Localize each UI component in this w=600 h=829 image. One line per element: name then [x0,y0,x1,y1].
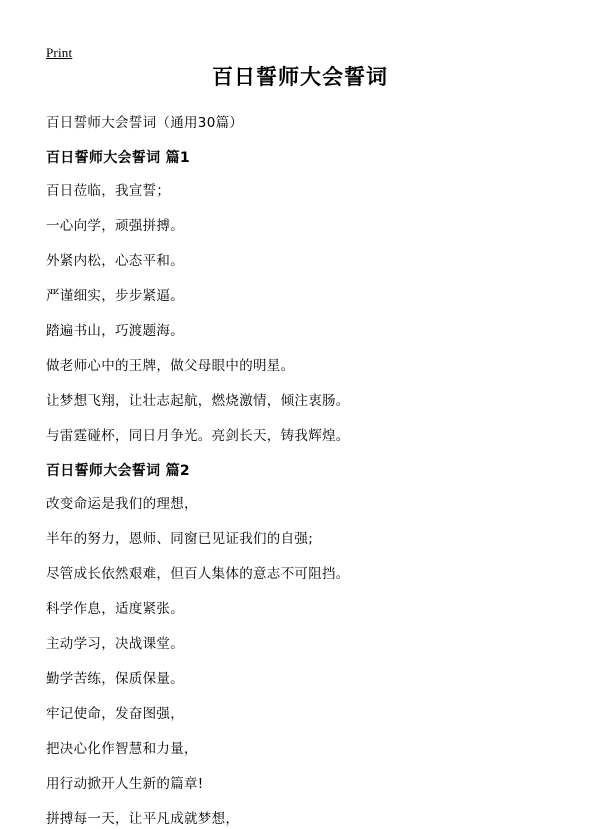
paragraph: 与雷霆碰杯，同日月争光。亮剑长天，铸我辉煌。 [46,428,350,444]
paragraph: 科学作息，适度紧张。 [46,601,184,617]
paragraph: 百日誓师大会誓词（通用30篇） [46,115,244,131]
paragraph: 一心向学，顽强拼搏。 [46,218,184,234]
paragraph: 牢记使命，发奋图强， [46,706,184,722]
document-body [46,114,554,829]
section-heading: 百日誓师大会誓词 篇2 [46,463,190,479]
paragraph: 踏遍书山，巧渡题海。 [46,323,184,339]
print-link[interactable]: Print [46,45,73,60]
page-title: 百日誓师大会誓词 [212,65,388,89]
paragraph: 半年的努力，恩师、同窗已见证我们的自强; [46,531,314,547]
paragraph: 做老师心中的王牌，做父母眼中的明星。 [46,358,295,374]
paragraph: 百日莅临，我宣誓； [46,183,171,199]
paragraph: 改变命运是我们的理想， [46,496,198,512]
paragraph: 用行动掀开人生新的篇章! [46,776,204,792]
paragraph: 主动学习，决战课堂。 [46,636,184,652]
paragraph: 勤学苦练，保质保量。 [46,671,184,687]
paragraph: 尽管成长依然艰难，但百人集体的意志不可阻挡。 [46,566,350,582]
paragraph: 拼搏每一天，让平凡成就梦想， [46,811,240,827]
paragraph: 让梦想飞翔，让壮志起航，燃烧激情，倾注衷肠。 [46,393,350,409]
paragraph: 把决心化作智慧和力量， [46,741,198,757]
paragraph: 外紧内松，心态平和。 [46,253,184,269]
paragraph: 严谨细实，步步紧逼。 [46,288,184,304]
section-heading: 百日誓师大会誓词 篇1 [46,150,190,166]
